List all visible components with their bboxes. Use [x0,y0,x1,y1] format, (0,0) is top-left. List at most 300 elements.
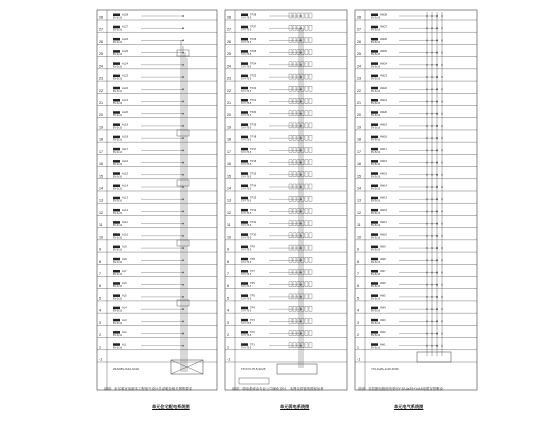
right-floor-label: 21 [357,101,361,105]
distribution-boxes [113,13,451,384]
left-box-label: AL19 [122,123,129,127]
middle-equipment-block [293,184,296,189]
left-floor-label: 10 [99,235,103,240]
middle-equipment-block [309,37,312,42]
middle-equipment-block [297,111,300,116]
middle-panel-title: 单元弱电系统图 [280,404,310,409]
right-box-rating: BV-5x16 [371,89,381,93]
middle-floor-label: 12 [227,210,231,215]
middle-equipment-block [289,184,292,189]
right-box-label: AW16 [380,160,387,164]
middle-equipment-block [293,270,296,275]
middle-box-rating: SYV-75-5 [241,16,252,20]
right-panel-title: 单元电气系统图 [394,404,424,409]
left-box-rating: BV-3x10 [113,285,123,289]
right-box-rating: BV-5x16 [371,199,381,203]
middle-floor-label: 15 [227,174,231,179]
left-box-rating: BV-3x10 [113,309,123,313]
middle-equipment-block [309,294,312,299]
right-floor-label: 1 [357,345,359,350]
left-box-rating: BV-3x10 [113,77,123,81]
right-box-label: AW13 [380,196,387,200]
right-floor-label: 28 [357,15,361,20]
middle-box-label: TP10 [250,233,257,237]
middle-equipment-block [309,74,312,79]
middle-box-label: TP16 [250,160,257,164]
middle-equipment-block [305,135,308,140]
right-box-rating: BV-5x16 [371,248,381,252]
left-floor-label: 9 [99,247,101,252]
right-box-rating: BV-5x16 [371,211,381,215]
middle-box-label: TP27 [250,25,257,29]
middle-box-rating: SYV-75-5 [241,102,252,105]
middle-equipment-block [293,13,296,18]
middle-box-rating: SYV-75-5 [241,77,252,81]
right-box-label: AW21 [380,99,387,102]
left-floor-label: 12 [99,210,103,215]
middle-main-box [277,364,317,374]
middle-equipment-block [309,343,312,348]
middle-equipment-block [293,282,296,287]
right-box-label: AW22 [380,86,387,90]
middle-box-rating: SYV-75-5 [241,199,252,203]
middle-equipment-block [305,50,308,55]
middle-equipment-block [293,294,296,299]
middle-equipment-block [309,233,312,238]
right-box-label: AW19 [380,123,387,127]
middle-box-rating: SYV-75-5 [241,334,252,338]
middle-equipment-block [297,233,300,238]
middle-floor-label: 21 [227,101,231,105]
middle-box-label: TP23 [250,74,257,78]
middle-box-rating: SYV-75-5 [241,114,252,118]
middle-floor-label: 26 [227,39,231,44]
left-floor-label: 2 [99,333,101,338]
middle-equipment-block [293,331,296,336]
middle-box-rating: SYV-75-5 [241,89,252,93]
left-box-rating: BV-3x10 [113,65,123,69]
left-box-label: AL21 [122,99,129,102]
middle-equipment-block [297,184,300,189]
middle-equipment-block [309,306,312,311]
left-box-rating: BV-3x10 [113,16,123,20]
middle-box-label: TP13 [250,196,257,200]
right-box-rating: BV-5x16 [371,114,381,118]
left-box-rating: BV-3x10 [113,236,123,240]
middle-floor-label: 5 [227,296,229,301]
right-floor-label: 20 [357,113,361,118]
middle-equipment-block [309,123,312,128]
middle-equipment-block [297,294,300,299]
middle-floor-label: 11 [227,223,231,228]
left-box-rating: BV-3x10 [113,187,123,191]
right-floor-label: 27 [357,27,361,32]
right-floor-label: 14 [357,186,361,191]
left-box-label: AL15 [122,172,129,176]
middle-equipment-block [305,160,308,165]
right-box-rating: BV-5x16 [371,163,381,167]
middle-equipment-block [293,25,296,30]
right-floor-label: 12 [357,210,361,215]
middle-equipment-block [293,135,296,140]
right-box-rating: BV-5x16 [371,273,381,276]
right-floor-label: 9 [357,247,359,252]
left-box-rating: BV-3x10 [113,211,123,215]
right-floor-label: 15 [357,174,361,179]
left-panel-note: 说明：未尽事宜参照本工程电气设计总说明及相关图集要求 [104,387,193,391]
middle-box-label: TP14 [250,184,257,188]
left-box-label: AL9 [122,245,127,249]
middle-box-rating: SYV-75-5 [241,163,252,167]
left-junction-dot [182,27,184,29]
left-box-rating: BV-3x10 [113,346,123,350]
right-floor-label: 25 [357,52,361,57]
left-box-rating: BV-3x10 [113,273,123,276]
middle-box-label: TP9 [250,245,255,249]
left-box-label: AL20 [122,111,129,115]
middle-box-label: TP3 [250,318,255,322]
middle-equipment-block [293,208,296,213]
right-box-rating: BV-5x16 [371,175,381,179]
middle-equipment-block [289,282,292,287]
middle-equipment-block [305,25,308,30]
middle-equipment-block [289,147,292,152]
middle-box-label: TP21 [250,99,257,102]
middle-box-rating: SYV-75-5 [241,126,252,130]
left-box-label: AL5 [122,294,127,298]
left-floor-label: 21 [99,101,103,105]
middle-floor-label: 16 [227,162,231,167]
left-box-label: AL11 [122,221,128,225]
middle-box-label: TP19 [250,123,257,127]
riser-cables [141,12,442,372]
middle-equipment-block [297,135,300,140]
middle-equipment-block [309,196,312,201]
middle-equipment-block [297,221,300,226]
right-floor-label: 11 [357,223,361,228]
middle-equipment-block [309,99,312,104]
right-box-label: AW5 [380,294,386,298]
middle-equipment-block [309,172,312,177]
middle-equipment-block [305,123,308,128]
middle-box-rating: SYV-75-5 [241,138,252,142]
middle-equipment-block [305,208,308,213]
middle-equipment-block [293,233,296,238]
middle-equipment-block [297,270,300,275]
middle-equipment-block [309,318,312,323]
right-box-label: AW8 [380,257,386,261]
middle-floor-label: 3 [227,320,229,325]
middle-equipment-block [297,306,300,311]
middle-box-label: TP26 [250,37,257,41]
right-floor-label: 16 [357,162,361,167]
left-riser-label: WLM-BV-3x10-SC32 [113,367,139,371]
left-box-rating: BV-3x10 [113,114,123,118]
left-box-label: AL12 [122,208,129,212]
left-box-label: AL27 [122,25,129,29]
middle-equipment-block [293,50,296,55]
middle-box-label: TP4 [250,306,255,310]
middle-floor-label: 25 [227,52,231,57]
middle-box-rating: SYV-75-5 [241,346,252,350]
middle-equipment-block [309,147,312,152]
right-floor-label: 6 [357,284,359,289]
middle-equipment-block [289,135,292,140]
left-floor-label: 7 [99,272,101,276]
middle-box-rating: SYV-75-5 [241,260,252,264]
left-box-label: AL3 [122,318,127,322]
middle-equipment-block [305,270,308,275]
left-box-rating: BV-3x10 [113,321,123,325]
middle-equipment-block [293,318,296,323]
middle-equipment-block [289,294,292,299]
right-box-rating: BV-5x16 [371,40,381,44]
middle-equipment-block [305,257,308,262]
right-floor-label: 26 [357,39,361,44]
middle-floor-label: 8 [227,259,229,264]
left-floor-label: 17 [99,149,103,154]
middle-equipment-block [293,343,296,348]
left-box-label: AL13 [122,196,129,200]
middle-equipment-block [305,343,308,348]
middle-equipment-block [305,245,308,250]
right-box-rating: BV-5x16 [371,28,381,32]
middle-box-label: TP1 [250,343,255,347]
left-floor-label: 26 [99,39,103,44]
middle-equipment-block [293,160,296,165]
right-box-label: AW6 [380,282,386,286]
floor-labels [99,13,399,372]
left-floor-label: 8 [99,259,101,264]
middle-floor-label: 22 [227,88,231,93]
left-floor-label: 27 [99,27,103,32]
middle-equipment-block [297,50,300,55]
middle-equipment-block [305,74,308,79]
right-floor-label: 4 [357,308,359,313]
middle-equipment-block [305,37,308,42]
middle-box-label: TP5 [250,294,255,298]
left-floor-label: 23 [99,76,103,81]
middle-equipment-block [289,331,292,336]
middle-floor-label: 17 [227,149,231,154]
left-floor-label: 5 [99,296,101,301]
middle-equipment-block [297,160,300,165]
middle-equipment-block [309,270,312,275]
middle-floor-label: 6 [227,284,229,289]
middle-equipment-block [309,62,312,67]
left-floor-label: 14 [99,186,103,191]
left-box-label: AL24 [122,62,129,66]
right-floor-label: 24 [357,64,361,69]
middle-box-rating: SYV-75-5 [241,65,252,69]
middle-equipment-block [297,37,300,42]
middle-equipment-block [289,111,292,116]
right-box-label: AW24 [380,62,387,66]
right-box-rating: BV-5x16 [371,309,381,313]
middle-equipment-block [309,245,312,250]
right-box-rating: BV-5x16 [371,285,381,289]
right-box-label: AW23 [380,74,387,78]
right-box-label: AW11 [380,221,387,225]
middle-equipment-block [305,13,308,18]
middle-box-rating: SYV-75-5 [241,28,252,32]
right-box-rating: BV-5x16 [371,102,381,105]
right-box-label: AW27 [380,25,387,29]
middle-equipment-block [289,62,292,67]
middle-box-rating: SYV-75-5 [241,321,252,325]
middle-floor-label: 4 [227,308,229,313]
right-box-label: AW18 [380,135,387,139]
middle-box-label: TP6 [250,282,255,286]
right-box-label: AW12 [380,208,387,212]
left-floor-label: 22 [99,88,103,93]
middle-box-rating: SYV-75-5 [241,150,252,154]
middle-box-rating: SYV-75-5 [241,53,252,57]
right-box-rating: BV-5x16 [371,65,381,69]
middle-equipment-block [309,208,312,213]
right-box-rating: BV-5x16 [371,126,381,130]
middle-equipment-block [309,25,312,30]
middle-equipment-block [305,331,308,336]
middle-equipment-block [293,257,296,262]
middle-equipment-block [297,25,300,30]
middle-equipment-block [289,270,292,275]
right-box-label: AW15 [380,172,387,176]
middle-incoming-box [239,378,269,384]
middle-box-rating: SYV-75-5 [241,273,252,276]
right-main-box [417,352,451,362]
right-box-rating: BV-5x16 [371,236,381,240]
middle-equipment-block [305,306,308,311]
middle-equipment-block [293,221,296,226]
left-junction-dot [182,40,184,42]
middle-floor-label: 10 [227,235,231,240]
panel-frames [97,10,477,390]
right-box-label: AW4 [380,306,386,310]
right-box-rating: BV-5x16 [371,16,381,20]
middle-equipment-block [293,147,296,152]
middle-panel-note: 说明：弱电系统由专业公司深化设计，本图仅供管线预留参考 [232,387,324,391]
middle-box-rating: SYV-75-5 [241,248,252,252]
middle-box-label: TP25 [250,50,257,54]
middle-equipment-block [293,245,296,250]
left-floor-label: 25 [99,52,103,57]
left-box-rating: BV-3x10 [113,248,123,252]
left-box-label: AL28 [122,13,129,17]
middle-equipment-block [297,62,300,67]
middle-box-label: TP22 [250,86,257,90]
middle-floor-label: 23 [227,76,231,81]
middle-equipment-block [297,74,300,79]
middle-floor-label: 14 [227,186,231,191]
right-floor-label: 13 [357,198,361,203]
middle-floor-label: 1 [227,345,229,350]
middle-equipment-block [289,257,292,262]
middle-equipment-block [297,245,300,250]
left-box-rating: BV-3x10 [113,297,123,301]
right-floor-label: 10 [357,235,361,240]
middle-box-rating: SYV-75-5 [241,40,252,44]
middle-equipment-block [305,172,308,177]
left-box-rating: BV-3x10 [113,224,123,228]
middle-equipment-block [289,233,292,238]
left-floor-label: 18 [99,137,103,142]
right-box-rating: BV-5x16 [371,224,381,228]
middle-equipment-block [309,282,312,287]
middle-box-label: TP24 [250,62,257,66]
middle-box-label: TP2 [250,331,255,335]
middle-equipment-block [297,331,300,336]
middle-floor-label: 7 [227,272,229,276]
left-floor-label: 15 [99,174,103,179]
left-box-label: AL23 [122,74,129,78]
middle-equipment-block [293,196,296,201]
left-floor-label: 19 [99,125,103,130]
middle-equipment-block [305,184,308,189]
left-box-rating: BV-3x10 [113,28,123,32]
right-box-label: AW20 [380,111,387,115]
right-floor-label: 2 [357,333,359,338]
middle-equipment-block [297,172,300,177]
middle-box-rating: SYV-75-5 [241,285,252,289]
left-floor-label: 3 [99,320,101,325]
middle-equipment-block [309,86,312,91]
left-floor-label: 13 [99,198,103,203]
right-box-rating: BV-5x16 [371,346,381,350]
right-floor-label: 5 [357,296,359,301]
middle-floor-label: 9 [227,247,229,252]
left-box-rating: BV-3x10 [113,40,123,44]
left-box-rating: BV-3x10 [113,334,123,338]
middle-equipment-block [297,196,300,201]
middle-floor-label: 19 [227,125,231,130]
right-box-rating: BV-5x16 [371,321,381,325]
left-box-rating: BV-3x10 [113,138,123,142]
middle-equipment-block [289,13,292,18]
middle-equipment-block [289,318,292,323]
middle-equipment-block [309,184,312,189]
middle-box-rating: SYV-75-5 [241,187,252,191]
middle-equipment-block [297,282,300,287]
left-box-label: AL2 [122,331,127,335]
middle-floor-label: 13 [227,198,231,203]
right-floor-label: 18 [357,137,361,142]
middle-equipment-block [309,257,312,262]
middle-box-label: TP7 [250,270,255,273]
left-box-label: AL6 [122,282,127,286]
right-floor-label: 3 [357,320,359,325]
middle-equipment-block [305,147,308,152]
middle-equipment-block [297,13,300,18]
middle-equipment-block [305,86,308,91]
right-floor-label: 19 [357,125,361,130]
left-floor-label: 11 [99,223,103,228]
middle-box-label: TP28 [250,13,257,17]
right-box-label: AW10 [380,233,387,237]
middle-equipment-block [305,99,308,104]
middle-box-label: TP15 [250,172,257,176]
right-riser-label: YJV-4x25+1x16-SC50 [371,367,399,371]
middle-equipment-block [289,172,292,177]
middle-equipment-block [297,318,300,323]
middle-equipment-block [289,50,292,55]
right-box-rating: BV-5x16 [371,297,381,301]
left-box-label: AL16 [122,160,129,164]
right-box-label: AW9 [380,245,386,249]
middle-equipment-block [289,74,292,79]
right-floor-label: 7 [357,272,359,276]
left-box-label: AL14 [122,184,129,188]
